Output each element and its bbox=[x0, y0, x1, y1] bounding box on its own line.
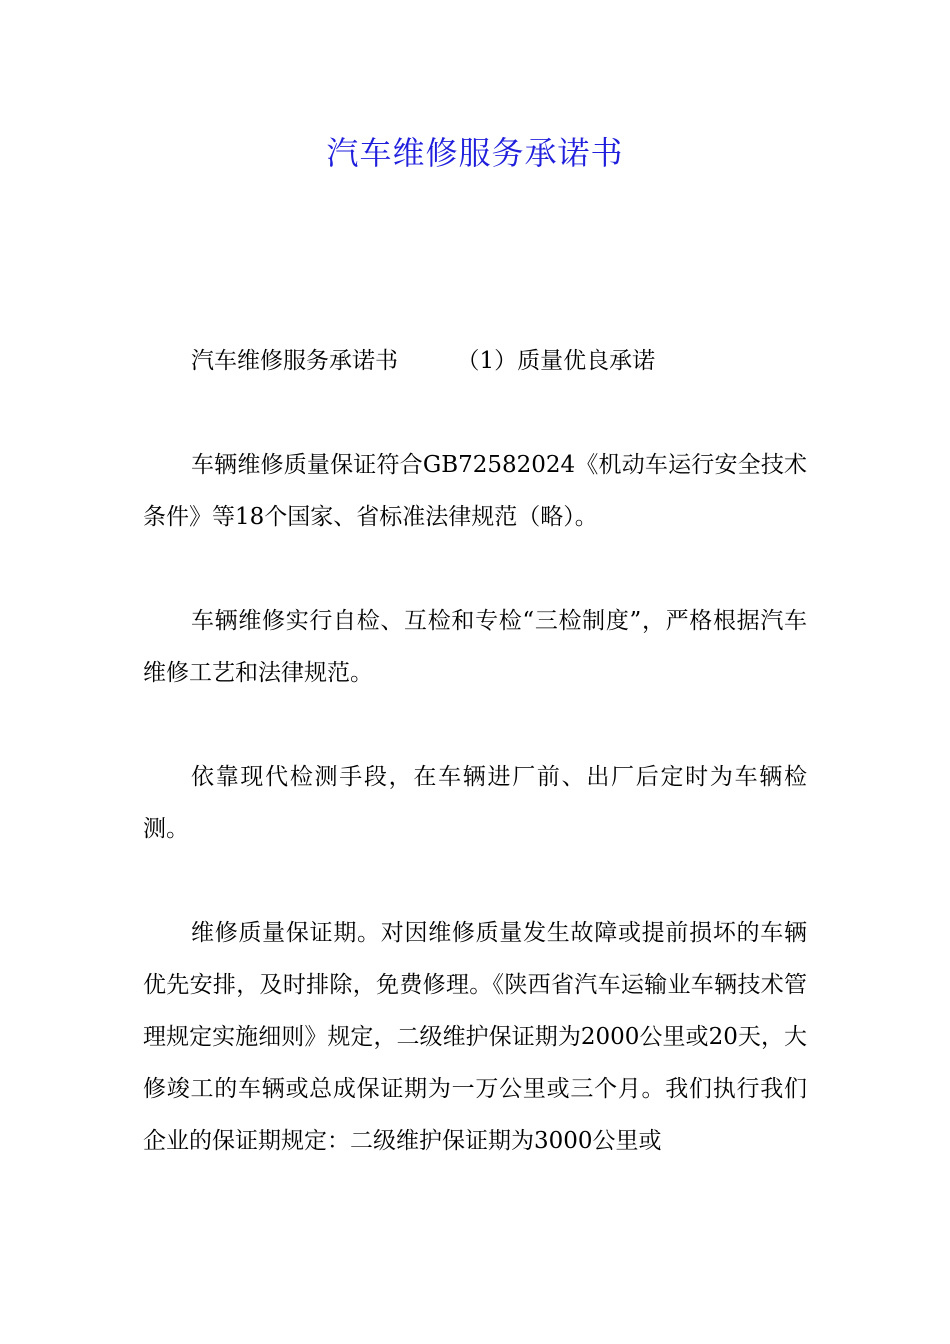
document-body bbox=[143, 335, 807, 1167]
paragraph-1: 汽车维修服务承诺书 （1）质量优良承诺 bbox=[191, 348, 656, 374]
document-title: 汽车维修服务承诺书 bbox=[326, 134, 624, 172]
paragraph-4: 依靠现代检测手段，在车辆进厂前、出厂后定时为车辆检测。 bbox=[143, 764, 807, 842]
paragraph-5: 维修质量保证期。对因维修质量发生故障或提前损坏的车辆优先安排，及时排除，免费修理。《陕西省汽车运输业车辆技术管理规定实施细则》规定，二级维护保证期为2000公里或20天，大修竣工的车辆或总成保证期为一万公里或三个月。我们执行我们企业的保证期规定：二级维护保证期为3000公里或 bbox=[143, 920, 807, 1154]
paragraph-2: 车辆维修质量保证符合GB72582024《机动车运行安全技术条件》等18个国家、省标准法律规范（略）。 bbox=[143, 452, 807, 530]
paragraph-3: 车辆维修实行自检、互检和专检“三检制度”，严格根据汽车维修工艺和法律规范。 bbox=[143, 608, 807, 686]
